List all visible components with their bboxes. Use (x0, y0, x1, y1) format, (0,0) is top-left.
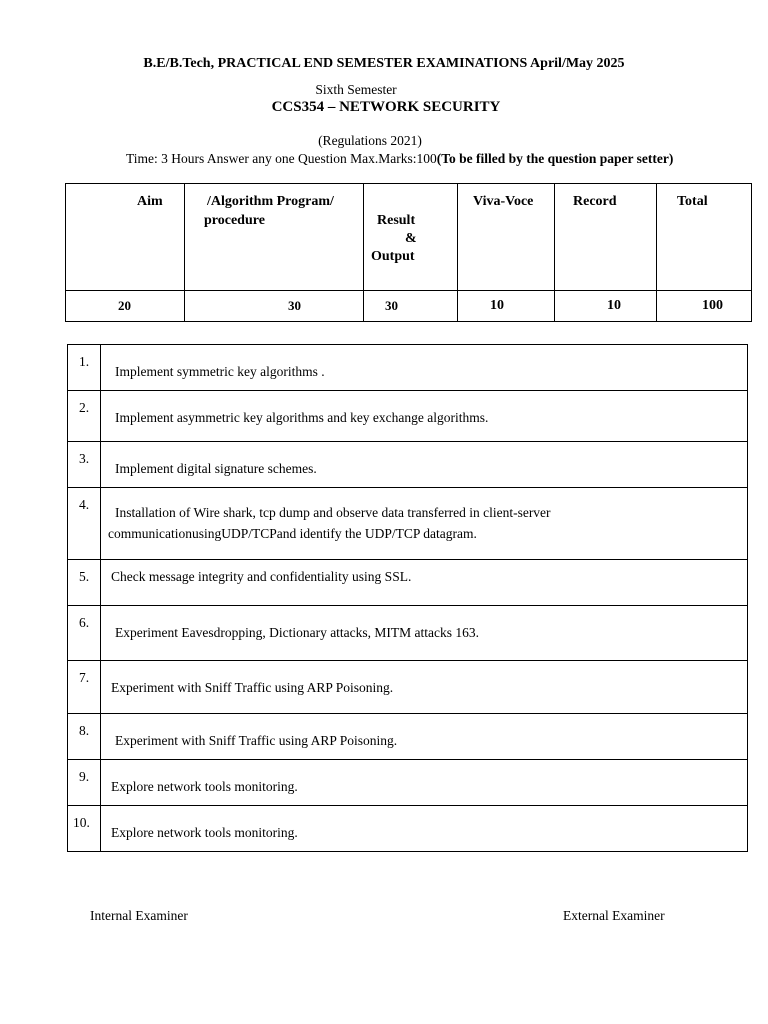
marks-header-row (66, 184, 752, 291)
question-text: Experiment with Sniff Traffic using ARP Poisoning. (101, 714, 748, 760)
question-number: 8. (68, 714, 101, 760)
question-text: Implement asymmetric key algorithms and key exchange algorithms. (101, 391, 748, 442)
question-number: 5. (68, 560, 101, 606)
question-row (68, 488, 748, 560)
total-label: Total (677, 194, 708, 209)
question-number: 9. (68, 760, 101, 806)
algorithm-value: 30 (185, 291, 364, 322)
question-row (68, 442, 748, 488)
question-text: Experiment with Sniff Traffic using ARP Poisoning. (101, 661, 748, 714)
question-row (68, 560, 748, 606)
result-label-line2: & (405, 231, 417, 246)
result-label-line1: Result (377, 213, 416, 228)
question-text-block (101, 488, 748, 560)
question-text: Implement digital signature schemes. (101, 442, 748, 488)
question-row (68, 714, 748, 760)
question-text-continued: communicationusingUDP/TCPand identify the UDP/TCP datagram. (108, 526, 477, 541)
record-label: Record (573, 194, 617, 209)
marks-values-row (66, 291, 752, 322)
aim-value: 20 (66, 291, 185, 322)
question-number: 4. (68, 488, 101, 560)
viva-value: 10 (458, 291, 555, 322)
semester-label: Sixth Semester (315, 82, 397, 97)
record-value: 10 (555, 291, 657, 322)
marks-header-total (657, 184, 752, 291)
question-text: Explore network tools monitoring. (101, 806, 748, 852)
result-label-line3: Output (371, 249, 415, 264)
aim-label: Aim (137, 194, 163, 209)
marks-header-viva (458, 184, 555, 291)
question-row (68, 345, 748, 391)
marks-header-result (364, 184, 458, 291)
exam-title: B.E/B.Tech, PRACTICAL END SEMESTER EXAMINATIONS April/May 2025 (143, 56, 625, 71)
question-number: 1. (68, 345, 101, 391)
questions-table (67, 344, 748, 852)
internal-examiner-label: Internal Examiner (90, 908, 188, 923)
algorithm-label-line2: procedure (204, 213, 265, 228)
question-text: Explore network tools monitoring. (101, 760, 748, 806)
question-row (68, 661, 748, 714)
question-text: Experiment Eavesdropping, Dictionary attacks, MITM attacks 163. (101, 606, 748, 661)
time-marks-text: Time: 3 Hours Answer any one Question Max.Marks:100 (126, 151, 437, 166)
regulations-label: (Regulations 2021) (318, 133, 422, 148)
result-value: 30 (364, 291, 458, 322)
question-number: 6. (68, 606, 101, 661)
question-row (68, 391, 748, 442)
question-number: 7. (68, 661, 101, 714)
question-text: Implement symmetric key algorithms . (101, 345, 748, 391)
marks-header-record (555, 184, 657, 291)
setter-note: (To be filled by the question paper setter) (436, 151, 674, 166)
question-row (68, 606, 748, 661)
external-examiner-label: External Examiner (563, 908, 665, 923)
question-number: 2. (68, 391, 101, 442)
question-row (68, 806, 748, 852)
algorithm-label-line1: /Algorithm Program/ (207, 194, 334, 209)
question-number: 3. (68, 442, 101, 488)
question-text: Installation of Wire shark, tcp dump and observe data transferred in client-server (115, 505, 551, 520)
question-number: 10. (68, 806, 101, 852)
viva-label: Viva-Voce (473, 194, 534, 209)
total-value: 100 (657, 291, 752, 322)
question-row (68, 760, 748, 806)
course-title: CCS354 – NETWORK SECURITY (271, 99, 501, 115)
marks-header-algorithm (185, 184, 364, 291)
marks-header-aim (66, 184, 185, 291)
question-text: Check message integrity and confidentiality using SSL. (101, 560, 748, 606)
time-marks-line (126, 151, 673, 167)
marks-table (65, 183, 752, 322)
